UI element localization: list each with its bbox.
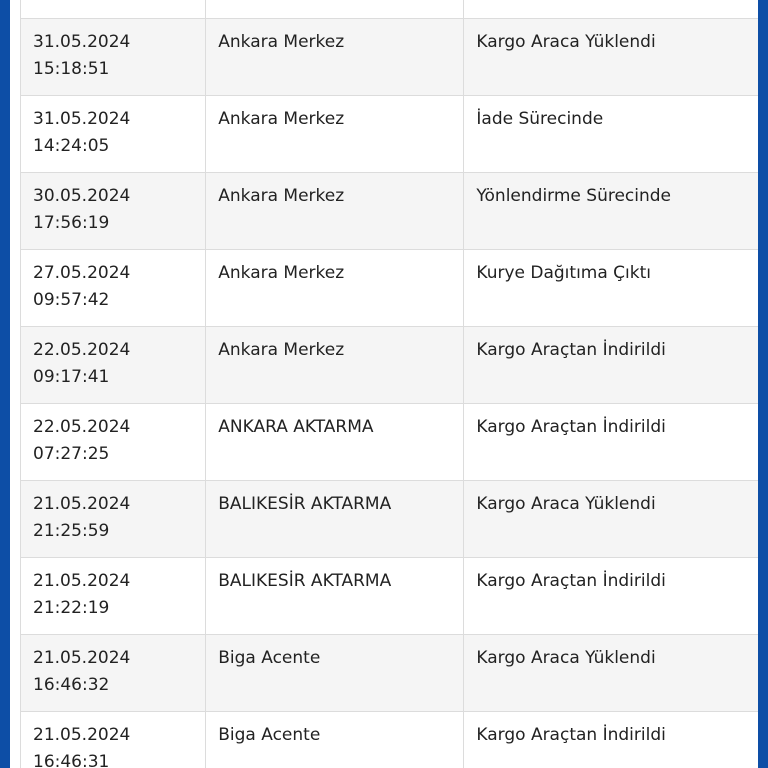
datetime-cell [21,0,206,19]
location-cell: Ankara Merkez [206,327,464,404]
date-text: 30.05.2024 [33,186,131,206]
datetime-cell [21,635,206,712]
location-cell: Biga Acente [206,635,464,712]
table-row [21,250,759,327]
location-cell: Ankara Merkez [206,173,464,250]
status-cell: Kargo Araçtan İndirildi [464,558,758,635]
table-row [21,712,759,768]
datetime-cell [21,404,206,481]
table-row [21,481,759,558]
location-cell: ANKARA AKTARMA [206,404,464,481]
date-text: 21.05.2024 [33,725,131,745]
table-row [21,0,759,19]
table-row [21,404,759,481]
location-cell: BALIKESİR AKTARMA [206,481,464,558]
time-text: 21:25:59 [33,521,110,541]
table-row [21,19,759,96]
table-row [21,558,759,635]
status-cell: Kargo Araca Yüklendi [464,635,758,712]
date-text: 21.05.2024 [33,648,131,668]
location-cell: BALIKESİR AKTARMA [206,558,464,635]
datetime-cell [21,712,206,768]
table-row [21,635,759,712]
location-cell: Ankara Merkez [206,96,464,173]
datetime-cell [21,481,206,558]
status-cell [464,0,758,19]
time-text: 17:56:19 [33,213,110,233]
datetime-cell [21,96,206,173]
time-text: 16:46:32 [33,675,110,695]
time-text: 09:57:42 [33,290,110,310]
datetime-cell [21,19,206,96]
date-text: 21.05.2024 [33,494,131,514]
datetime-cell [21,558,206,635]
time-text: 15:18:51 [33,59,110,79]
date-text: 22.05.2024 [33,417,131,437]
time-text: 09:17:41 [33,367,110,387]
datetime-cell [21,327,206,404]
date-text: 31.05.2024 [33,109,131,129]
time-text: 21:22:19 [33,598,110,618]
status-cell: Yönlendirme Sürecinde [464,173,758,250]
table-row [21,327,759,404]
tracking-panel [10,0,758,768]
datetime-cell [21,173,206,250]
datetime-cell [21,250,206,327]
location-cell: Ankara Merkez [206,250,464,327]
table-row [21,96,759,173]
status-cell: Kargo Araçtan İndirildi [464,404,758,481]
time-text: 16:46:31 [33,752,110,768]
location-cell: Biga Acente [206,712,464,768]
status-cell: İade Sürecinde [464,96,758,173]
status-cell: Kargo Araca Yüklendi [464,19,758,96]
location-cell [206,0,464,19]
status-cell: Kargo Araçtan İndirildi [464,712,758,768]
status-cell: Kurye Dağıtıma Çıktı [464,250,758,327]
status-cell: Kargo Araçtan İndirildi [464,327,758,404]
date-text: 22.05.2024 [33,340,131,360]
time-text: 14:24:05 [33,136,110,156]
date-text: 31.05.2024 [33,32,131,52]
location-cell: Ankara Merkez [206,19,464,96]
date-text: 27.05.2024 [33,263,131,283]
status-cell: Kargo Araca Yüklendi [464,481,758,558]
table-row [21,173,759,250]
time-text: 07:27:25 [33,444,110,464]
date-text: 21.05.2024 [33,571,131,591]
shipment-history-table [20,0,758,768]
